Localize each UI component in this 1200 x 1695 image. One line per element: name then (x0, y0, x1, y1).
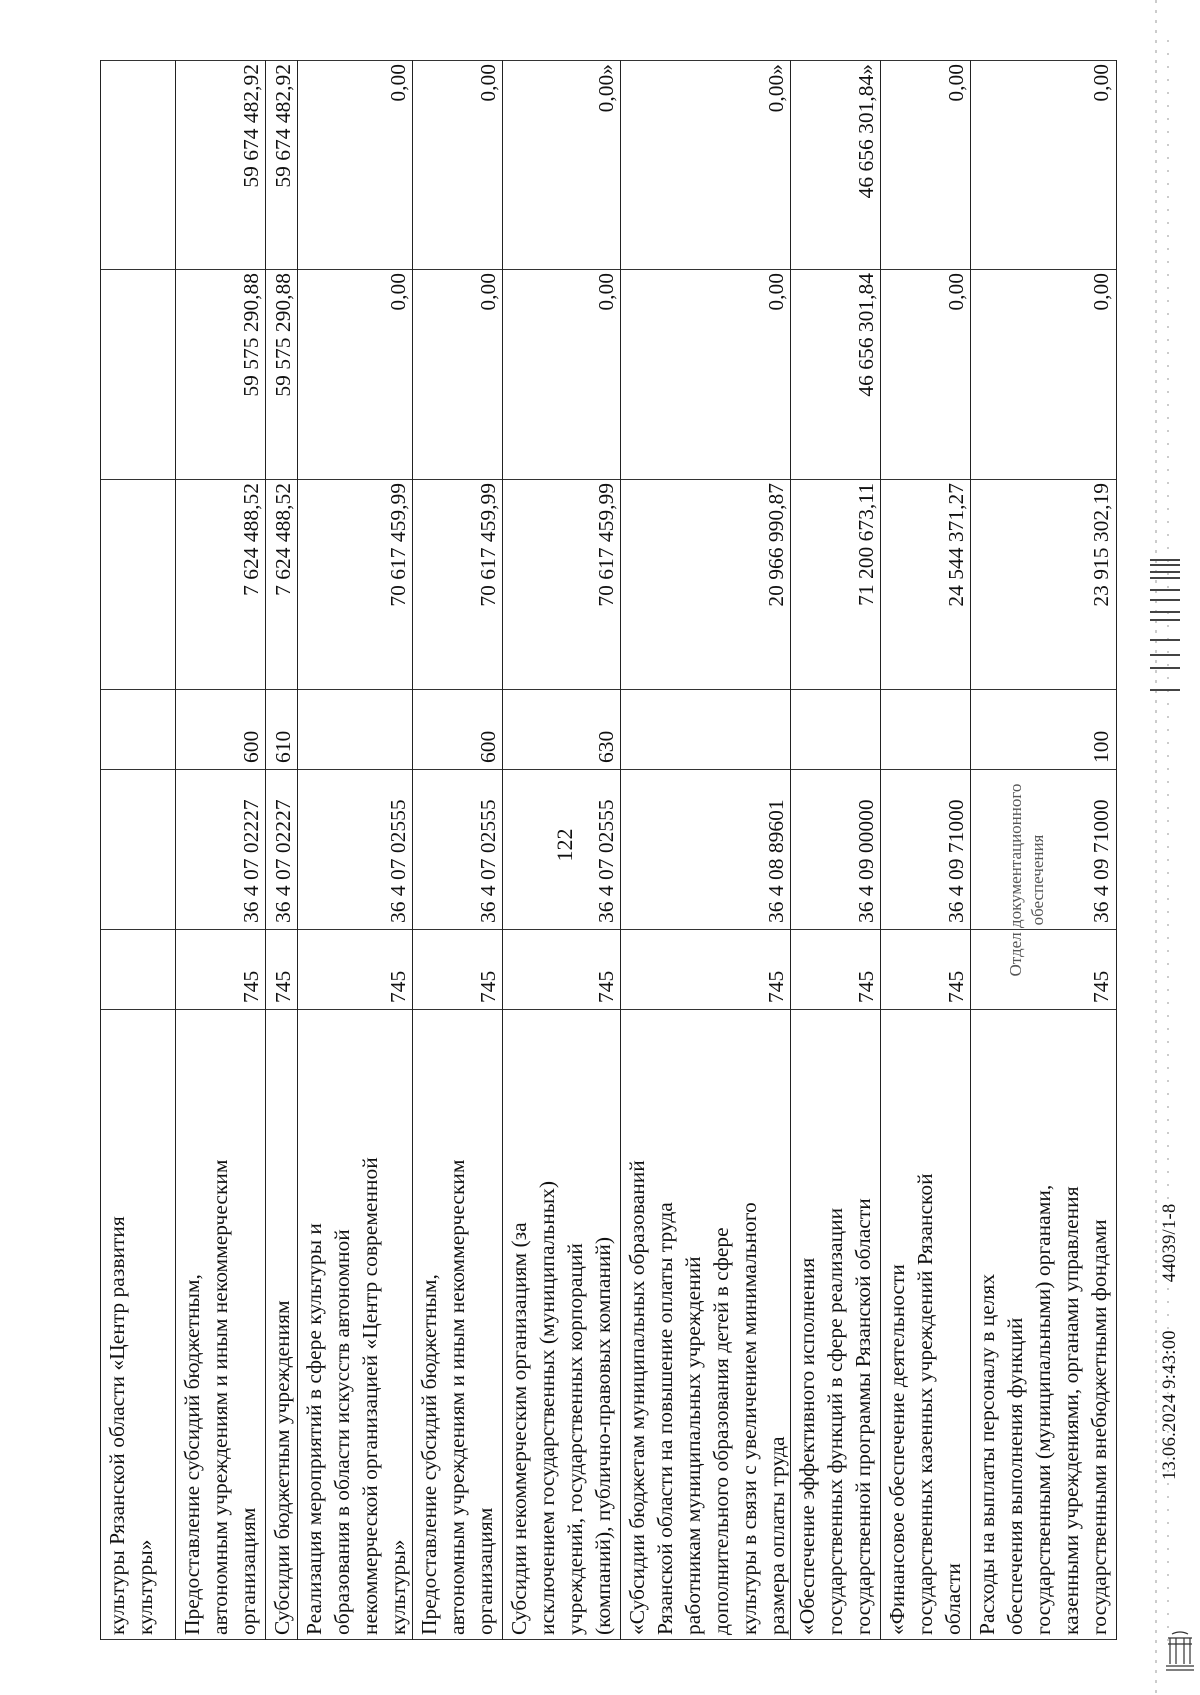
row-type: 610 (266, 690, 298, 770)
row-description: Субсидии некоммерческим организациям (за исключением государственных (муниципальных) учреждений, государственных корпораций (компаний), публично-правовых компаний) (503, 1010, 621, 1640)
row-target: 36 4 09 71000 (971, 770, 1116, 930)
row-col3: 0,00 (298, 60, 413, 270)
row-ministry: 745 (266, 930, 298, 1010)
row-col1 (101, 480, 176, 690)
row-description: «Финансовое обеспечение деятельности государственных казенных учреждений Рязанской области (881, 1010, 971, 1640)
row-ministry: 745 (298, 930, 413, 1010)
row-col1: 70 617 459,99 (503, 480, 621, 690)
row-col3: 46 656 301,84» (791, 60, 881, 270)
row-description: Реализация мероприятий в сфере культуры и образования в области искусств автономной некоммерческой организацией «Центр современной культуры» (298, 1010, 413, 1640)
table-row (100, 60, 176, 1640)
row-col3: 59 674 482,92 (176, 60, 266, 270)
row-col1: 24 544 371,27 (881, 480, 971, 690)
row-target: 36 4 07 02227 (176, 770, 266, 930)
row-ministry: 745 (176, 930, 266, 1010)
row-description: Расходы на выплаты персоналу в целях обеспечения выполнения функций государственными (муниципальными) органами, казенными учреждениями, органами управления государственными внебюджетными фондами (971, 1010, 1116, 1640)
row-col1: 70 617 459,99 (413, 480, 503, 690)
row-target: 36 4 07 02227 (266, 770, 298, 930)
row-col2: 46 656 301,84 (791, 270, 881, 480)
row-target: 36 4 09 00000 (791, 770, 881, 930)
footer-datetime: 13.06.2024 9:43:00 (1160, 1330, 1180, 1480)
row-description: культуры Рязанской области «Центр развития культуры» (101, 1010, 176, 1640)
stamp-line1: Отдел документационного (1006, 783, 1025, 977)
table-row (880, 60, 971, 1640)
table-row (620, 60, 791, 1640)
row-description: Предоставление субсидий бюджетным, автономным учреждениям и иным некоммерческим организациям (413, 1010, 503, 1640)
row-description: «Обеспечение эффективного исполнения государственных функций в сфере реализации государственной программы Рязанской области (791, 1010, 881, 1640)
row-col1: 20 966 990,87 (621, 480, 791, 690)
table-row (502, 60, 621, 1640)
row-target: 36 4 09 71000 (881, 770, 971, 930)
row-col1: 70 617 459,99 (298, 480, 413, 690)
table-row (175, 60, 266, 1640)
row-target: 36 4 08 89601 (621, 770, 791, 930)
row-col3: 0,00 (971, 60, 1116, 270)
row-col1: 23 915 302,19 (971, 480, 1116, 690)
row-col1: 71 200 673,11 (791, 480, 881, 690)
row-target (101, 770, 176, 930)
row-col1: 7 624 488,52 (176, 480, 266, 690)
footer-doc-id: 44039/1-8 (1160, 1203, 1180, 1283)
row-col3: 0,00» (621, 60, 791, 270)
page-number: 122 (552, 828, 577, 862)
table-row (265, 60, 298, 1640)
row-description: Субсидии бюджетным учреждениям (266, 1010, 298, 1640)
stamp-line2: обеспечения (1028, 834, 1047, 926)
row-target: 36 4 07 02555 (298, 770, 413, 930)
row-target: 36 4 07 02555 (503, 770, 621, 930)
row-description: Предоставление субсидий бюджетным, автономным учреждениям и иным некоммерческим организациям (176, 1010, 266, 1640)
row-ministry: 745 (503, 930, 621, 1010)
row-ministry: 745 (413, 930, 503, 1010)
row-col3: 0,00 (413, 60, 503, 270)
row-col2: 0,00 (298, 270, 413, 480)
row-type: 100 (971, 690, 1116, 770)
row-ministry: 745 (791, 930, 881, 1010)
row-type (298, 690, 413, 770)
row-type: 600 (176, 690, 266, 770)
table-row (790, 60, 881, 1640)
row-col3: 0,00» (503, 60, 621, 270)
row-col3 (101, 60, 176, 270)
row-col2: 0,00 (413, 270, 503, 480)
row-col3: 0,00 (881, 60, 971, 270)
row-target: 36 4 07 02555 (413, 770, 503, 930)
row-col2: 59 575 290,88 (176, 270, 266, 480)
row-col2: 0,00 (881, 270, 971, 480)
row-ministry (101, 930, 176, 1010)
row-type (101, 690, 176, 770)
row-ministry: 745 (621, 930, 791, 1010)
row-col1: 7 624 488,52 (266, 480, 298, 690)
row-type (791, 690, 881, 770)
row-type: 600 (413, 690, 503, 770)
row-col2 (101, 270, 176, 480)
row-ministry: 745 (881, 930, 971, 1010)
row-col2: 0,00 (621, 270, 791, 480)
row-description: «Субсидии бюджетам муниципальных образований Рязанской области на повышение оплаты труда работникам муниципальных учреждений дополнительного образования детей в сфере культуры в связи с увеличением минимального размера оплаты труда (621, 1010, 791, 1640)
row-type (621, 690, 791, 770)
row-col3: 59 674 482,92 (266, 60, 298, 270)
row-type (881, 690, 971, 770)
row-col2: 0,00 (503, 270, 621, 480)
table-row (297, 60, 413, 1640)
department-stamp (1005, 760, 1049, 1000)
table-row (412, 60, 503, 1640)
row-col2: 59 575 290,88 (266, 270, 298, 480)
row-type: 630 (503, 690, 621, 770)
row-col2: 0,00 (971, 270, 1116, 480)
scan-edge-marks (1146, 0, 1186, 1695)
row-ministry: 745 (971, 930, 1116, 1010)
